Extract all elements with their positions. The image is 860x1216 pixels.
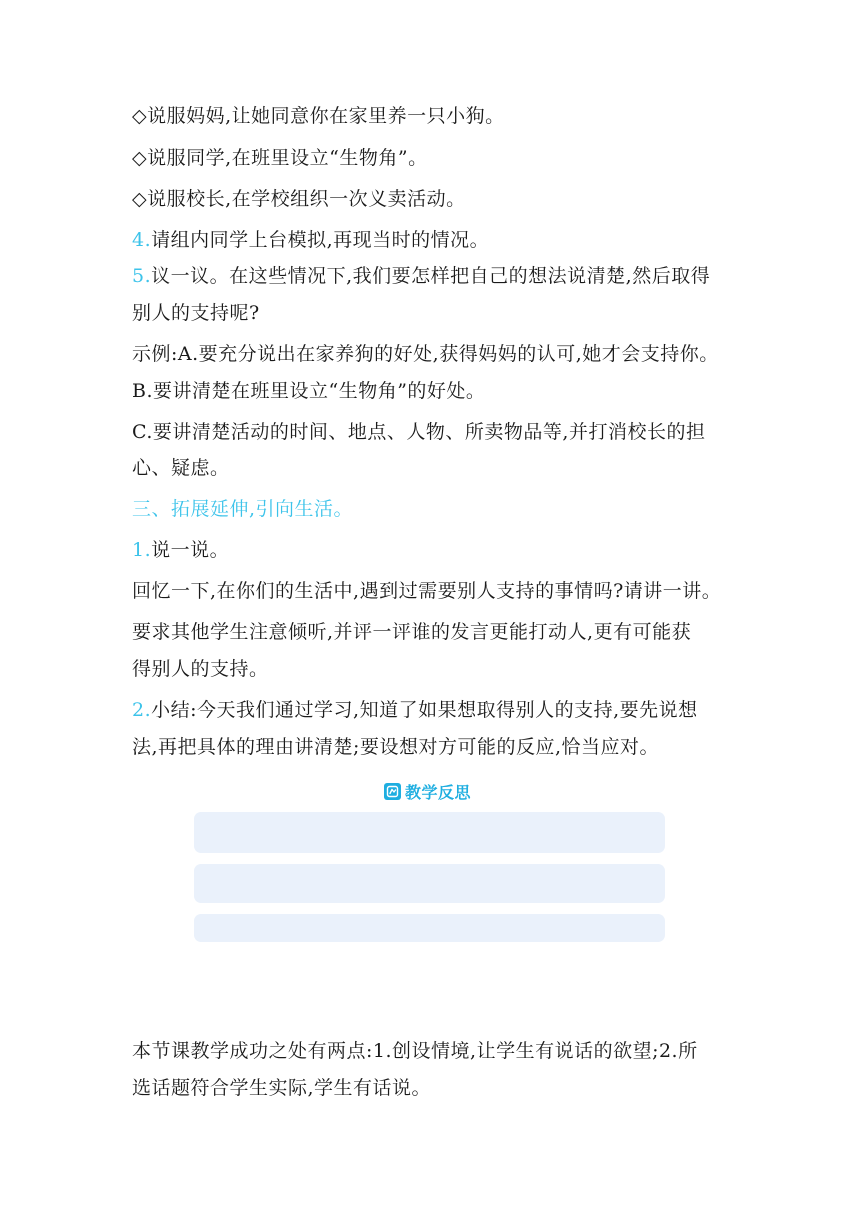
line-text: 得别人的支持。 xyxy=(132,658,269,680)
item-1 xyxy=(132,538,742,562)
option-persuade-principal xyxy=(132,187,742,211)
reflection-note-box[interactable] xyxy=(194,864,665,903)
line-text: 说一说。 xyxy=(151,539,230,561)
reflection-summary xyxy=(132,1039,742,1063)
reflection-title: 教学反思 xyxy=(405,782,472,802)
line-text: 要求其他学生注意倾听,并评一评谁的发言更能打动人,更有可能获 xyxy=(132,621,692,643)
step-4 xyxy=(132,228,742,252)
line-text: 示例:A.要充分说出在家养狗的好处,获得妈妈的认可,她才会支持你。 xyxy=(132,343,719,365)
line-text: 请组内同学上台模拟,再现当时的情况。 xyxy=(151,229,490,251)
line-text: ◇说服校长,在学校组织一次义卖活动。 xyxy=(132,188,466,210)
step-number: 1. xyxy=(132,539,152,561)
line-text: 小结:今天我们通过学习,知道了如果想取得别人的支持,要先说想 xyxy=(151,699,698,721)
section-heading-3 xyxy=(132,497,742,521)
step-number: 5. xyxy=(132,265,152,287)
reflection-note-box[interactable] xyxy=(194,914,665,942)
line-text: 议一议。在这些情况下,我们要怎样把自己的想法说清楚,然后取得 xyxy=(151,265,711,287)
reflection-summary-continued xyxy=(132,1076,742,1100)
option-persuade-classmates xyxy=(132,146,742,170)
line-text: C.要讲清楚活动的时间、地点、人物、所卖物品等,并打消校长的担 xyxy=(132,421,706,443)
option-persuade-mom xyxy=(132,104,742,128)
line-text: B.要讲清楚在班里设立“生物角”的好处。 xyxy=(132,380,486,402)
summary-text: 选话题符合学生实际,学生有话说。 xyxy=(132,1077,432,1099)
reflection-icon xyxy=(384,783,401,800)
reflection-banner xyxy=(384,779,471,803)
item-1-body-3 xyxy=(132,657,742,681)
line-text: 别人的支持呢? xyxy=(132,302,260,324)
summary-text: 本节课教学成功之处有两点:1.创设情境,让学生有说话的欲望;2.所 xyxy=(132,1040,698,1062)
line-text: ◇说服同学,在班里设立“生物角”。 xyxy=(132,147,428,169)
step-5-continued xyxy=(132,301,742,325)
line-text: 回忆一下,在你们的生活中,遇到过需要别人支持的事情吗?请讲一讲。 xyxy=(132,580,722,602)
line-text: 心、疑虑。 xyxy=(132,457,230,479)
example-b xyxy=(132,379,742,403)
line-text: 法,再把具体的理由讲清楚;要设想对方可能的反应,恰当应对。 xyxy=(132,736,659,758)
item-2-continued xyxy=(132,735,742,759)
example-a xyxy=(132,342,742,366)
item-2 xyxy=(132,698,742,722)
item-1-body xyxy=(132,579,742,603)
step-number: 2. xyxy=(132,699,152,721)
item-1-body-2 xyxy=(132,620,742,644)
line-text: ◇说服妈妈,让她同意你在家里养一只小狗。 xyxy=(132,105,505,127)
example-c-continued xyxy=(132,456,742,480)
step-5 xyxy=(132,264,742,288)
step-number: 4. xyxy=(132,229,152,251)
section-title: 三、拓展延伸,引向生活。 xyxy=(132,498,354,520)
example-c xyxy=(132,420,742,444)
reflection-note-box[interactable] xyxy=(194,812,665,853)
